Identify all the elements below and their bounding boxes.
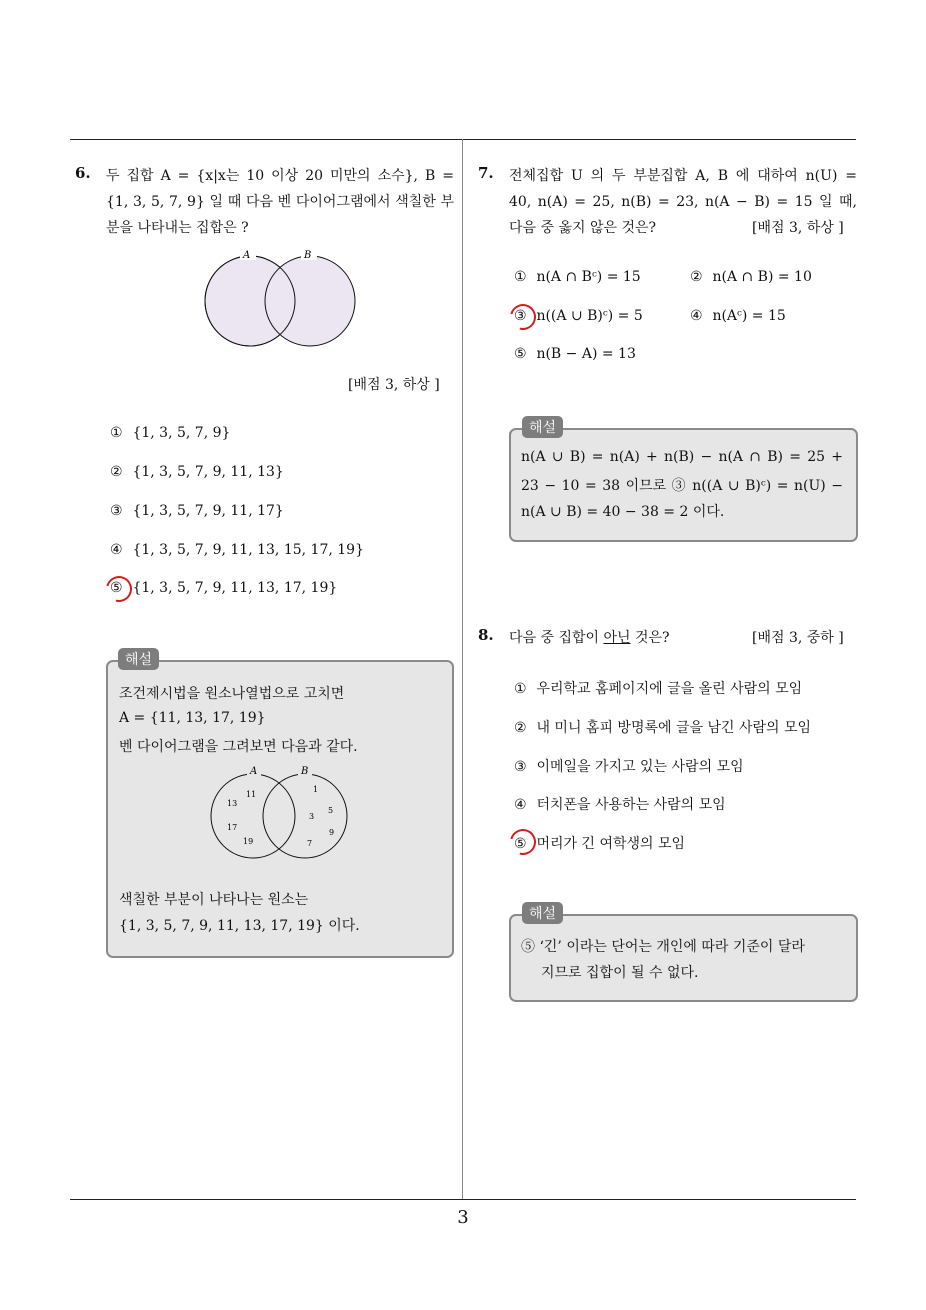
question-text-line [509,627,670,647]
top-rule [70,139,856,140]
column-divider [462,139,463,1200]
choice-text: {1, 3, 5, 7, 9} [132,425,231,441]
score-meta: [배점 3, 하상 ] [348,377,440,393]
choice-text: n(A ∩ B) = 10 [712,269,812,285]
question-number: 7. [478,164,494,182]
question-number: 8. [478,626,494,644]
choice-mark: ⑤ [514,346,527,362]
solution-line: A = {11, 13, 17, 19} [119,710,266,726]
answer-mark-circle [505,824,541,860]
choice-5[interactable] [514,346,636,362]
choice-text: {1, 3, 5, 7, 9, 11, 13} [132,464,284,480]
solution-line: 색칠한 부분이 나타나는 원소는 [119,892,309,908]
score-meta: [배점 3, 하상 ] [752,220,844,236]
choice-mark: ⑤ [110,580,123,596]
solution-tag: 해설 [522,902,563,924]
choice-mark: ③ [514,759,527,775]
choice-4[interactable] [690,308,786,324]
solution-line: 조건제시법을 원소나열법으로 고치면 [119,686,345,702]
choice-3[interactable] [110,503,284,519]
choice-mark: ④ [690,308,703,324]
element-5: 5 [328,806,334,815]
element-17: 17 [227,823,238,832]
page-number: 3 [457,1207,469,1228]
choice-text: 이메일을 가지고 있는 사람의 모임 [536,759,744,775]
choice-text: 내 미니 홈피 방명록에 글을 남긴 사람의 모임 [536,720,812,736]
choice-text: n(Aᶜ) = 15 [712,308,786,324]
venn-diagram [195,248,365,353]
choice-mark: ① [110,425,123,441]
choice-mark: ③ [110,503,123,519]
choice-1[interactable] [514,678,802,698]
choice-mark: ② [690,269,703,285]
answer-mark-circle [101,571,137,607]
choice-mark: ④ [110,542,123,558]
element-7: 7 [307,839,313,848]
choice-4[interactable] [514,794,726,814]
choice-4[interactable] [110,542,364,558]
solution-box [509,914,858,1002]
score-meta: [배점 3, 중하 ] [752,630,844,646]
venn-label-a: A [250,766,258,777]
question-text-line: 전체집합 U 의 두 부분집합 A, B 에 대하여 n(U) = [509,168,857,184]
choice-1[interactable] [110,425,230,441]
choice-mark: ② [514,720,527,736]
bottom-rule [70,1199,856,1200]
solution-tag: 해설 [118,648,159,670]
venn-label-b: B [301,766,309,777]
choice-mark: ② [110,464,123,480]
element-3: 3 [309,812,315,821]
solution-line: ⑤ ‘긴’ 이라는 단어는 개인에 따라 기준이 달라 [521,939,805,955]
solution-line: 벤 다이어그램을 그려보면 다음과 같다. [119,739,358,755]
question-text: 것은? [630,630,670,646]
element-1: 1 [313,785,319,794]
choice-2[interactable] [110,464,284,480]
venn-label-b: B [304,250,312,261]
solution-line: n(A ∪ B) = 40 − 38 = 2 이다. [521,504,725,520]
choice-text: n((A ∪ B)ᶜ) = 5 [536,308,643,324]
answer-mark-circle [505,299,541,335]
choice-text: {1, 3, 5, 7, 9, 11, 13, 15, 17, 19} [132,542,364,558]
underlined-word: 아닌 [603,630,631,646]
choice-text: 우리학교 홈페이지에 글을 올린 사람의 모임 [536,681,803,697]
choice-mark: ⑤ [514,836,527,852]
question-text: 다음 중 집합이 [509,630,604,646]
element-13: 13 [227,799,238,808]
question-text-line: {1, 3, 5, 7, 9} 일 때 다음 벤 다이어그램에서 색칠한 부 [106,194,454,210]
question-number: 6. [75,164,91,182]
question-text-line: 다음 중 옳지 않은 것은? [509,220,657,236]
choice-mark: ③ [514,308,527,324]
solution-tag: 해설 [522,416,563,438]
solution-venn-diagram [203,764,357,864]
question-text-line: 두 집합 A = {x|x는 10 이상 20 미만의 소수}, B = [106,168,454,184]
element-11: 11 [246,790,257,799]
choice-text: 터치폰을 사용하는 사람의 모임 [536,797,726,813]
choice-text: n(A ∩ Bᶜ) = 15 [536,269,641,285]
solution-line: 23 − 10 = 38 이므로 ③ n((A ∪ B)ᶜ) = n(U) − [521,478,843,494]
choice-mark: ① [514,681,527,697]
choice-2[interactable] [690,269,812,285]
choice-mark: ① [514,269,527,285]
choice-mark: ④ [514,797,527,813]
choice-5[interactable] [110,580,337,596]
question-text-line: 40, n(A) = 25, n(B) = 23, n(A − B) = 15 일 때, [509,194,857,210]
question-text-line: 분을 나타내는 집합은 ? [106,220,249,236]
choice-text: {1, 3, 5, 7, 9, 11, 17} [132,503,284,519]
solution-line: {1, 3, 5, 7, 9, 11, 13, 17, 19} 이다. [119,918,360,934]
choice-1[interactable] [514,269,641,285]
choice-text: {1, 3, 5, 7, 9, 11, 13, 17, 19} [132,580,338,596]
solution-line: n(A ∪ B) = n(A) + n(B) − n(A ∩ B) = 25 + [521,449,843,465]
choice-2[interactable] [514,717,811,737]
choice-text: 머리가 긴 여학생의 모임 [536,836,686,852]
element-9: 9 [329,828,335,837]
choice-text: n(B − A) = 13 [536,346,636,362]
choice-5[interactable] [514,833,685,853]
solution-line: 지므로 집합이 될 수 없다. [541,965,699,981]
element-19: 19 [243,837,254,846]
venn-label-a: A [243,250,251,261]
choice-3[interactable] [514,756,744,776]
